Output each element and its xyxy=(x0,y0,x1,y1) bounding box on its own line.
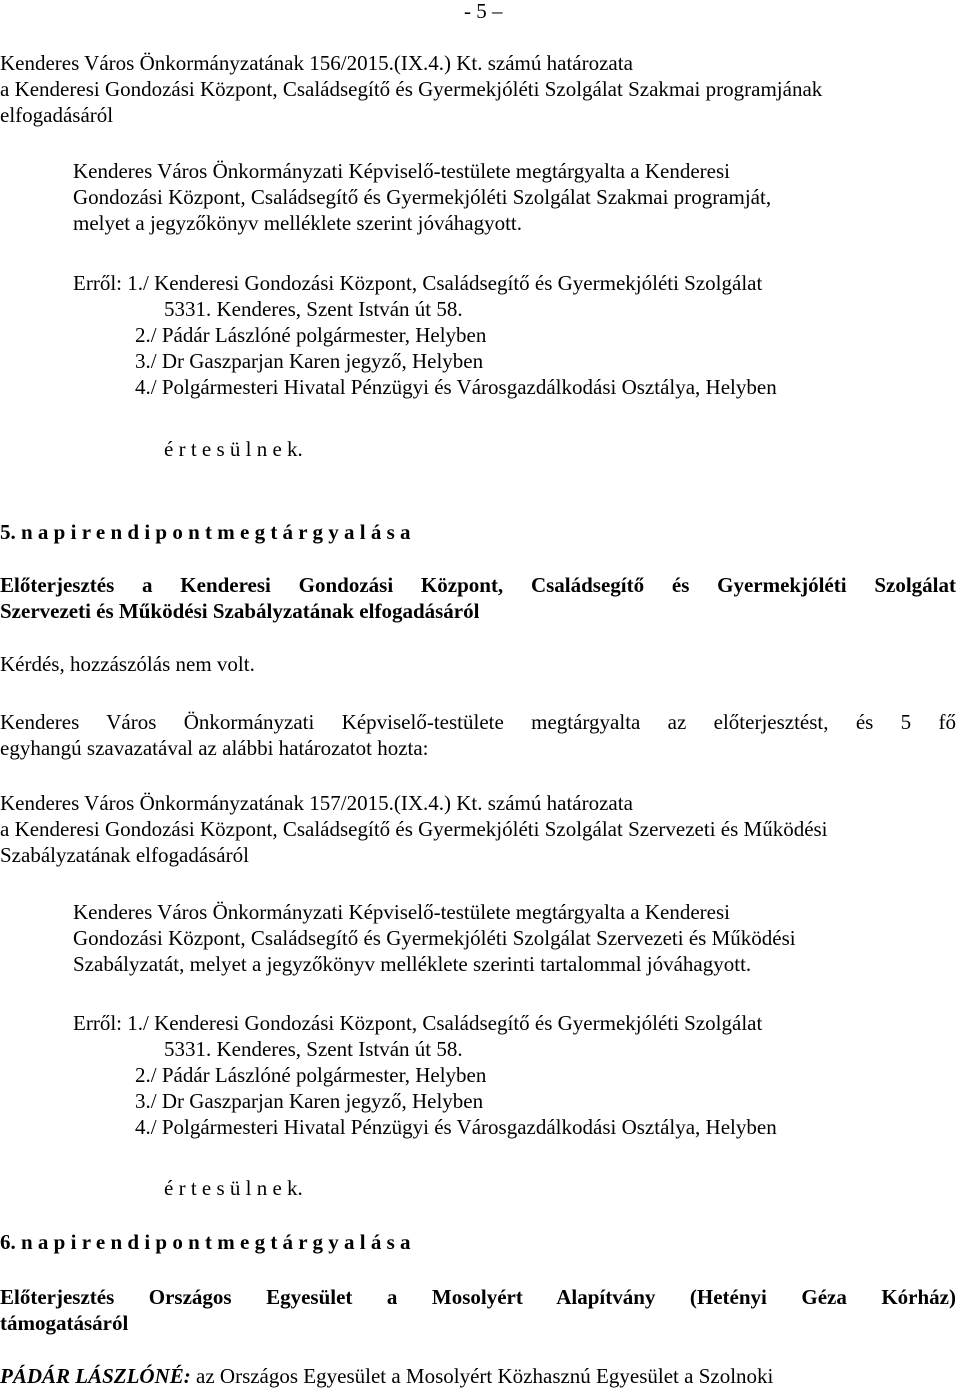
notify-line: 4./ Polgármesteri Hivatal Pénzügyi és Városgazdálkodási Osztálya, Helyben xyxy=(135,375,777,399)
speaker-paragraph xyxy=(0,1363,773,1389)
agenda-5-heading xyxy=(0,519,411,545)
page-number: - 5 – xyxy=(464,0,503,23)
vote-line: egyhangú szavazatával az alábbi határozatot hozta: xyxy=(0,736,429,760)
notify-line: 4./ Polgármesteri Hivatal Pénzügyi és Városgazdálkodási Osztálya, Helyben xyxy=(135,1115,777,1139)
agenda-number: 6. xyxy=(0,1230,16,1254)
agenda-heading-text: n a p i r e n d i p o n t m e g t á r g y a l á s a xyxy=(21,520,411,544)
resolution-156-header xyxy=(0,50,822,128)
resolution-subject-cont: Szabályzatának elfogadásáról xyxy=(0,843,249,867)
notify-line: 2./ Pádár Lászlóné polgármester, Helyben xyxy=(135,1063,487,1087)
notify-line: 5331. Kenderes, Szent István út 58. xyxy=(164,1037,463,1061)
resolution-title: Kenderes Város Önkormányzatának 157/2015.(IX.4.) Kt. számú határozata xyxy=(0,791,633,815)
resolution-body-line: Kenderes Város Önkormányzati Képviselő-testülete megtárgyalta a Kenderesi xyxy=(73,159,730,183)
proposal-title-cont: támogatásáról xyxy=(0,1311,129,1335)
notify-line: Erről: 1./ Kenderesi Gondozási Központ, Családsegítő és Gyermekjóléti Szolgálat xyxy=(73,271,763,295)
resolution-157-header xyxy=(0,790,828,868)
agenda-6-heading xyxy=(0,1229,411,1255)
agenda-5-proposal xyxy=(0,572,956,624)
discussion-note: Kérdés, hozzászólás nem volt. xyxy=(0,652,255,676)
notify-line: 3./ Dr Gaszparjan Karen jegyző, Helyben xyxy=(135,1089,484,1113)
proposal-title: Előterjesztés Országos Egyesület a Mosolyért Alapítvány (Hetényi Géza Kórház) xyxy=(0,1285,956,1309)
vote-statement xyxy=(0,709,956,761)
proposal-title: Előterjesztés a Kenderesi Gondozási Központ, Családsegítő és Gyermekjóléti Szolgálat xyxy=(0,573,956,597)
speaker-name: PÁDÁR LÁSZLÓNÉ: xyxy=(0,1364,191,1388)
resolution-body-line: Gondozási Központ, Családsegítő és Gyermekjóléti Szolgálat Szakmai programját, xyxy=(73,185,772,209)
vote-line: Kenderes Város Önkormányzati Képviselő-testülete megtárgyalta az előterjesztést, és 5 fő xyxy=(0,710,956,734)
resolution-body-line: Gondozási Központ, Családsegítő és Gyermekjóléti Szolgálat Szervezeti és Működési xyxy=(73,926,796,950)
agenda-number: 5. xyxy=(0,520,16,544)
notify-line: 5331. Kenderes, Szent István út 58. xyxy=(164,297,463,321)
speech-text: az Országos Egyesület a Mosolyért Közhasznú Egyesület a Szolnoki xyxy=(196,1364,774,1388)
agenda-heading-text: n a p i r e n d i p o n t m e g t á r g y a l á s a xyxy=(21,1230,411,1254)
notify-line: 3./ Dr Gaszparjan Karen jegyző, Helyben xyxy=(135,349,484,373)
resolution-subject: a Kenderesi Gondozási Központ, Családsegítő és Gyermekjóléti Szolgálat Szervezeti és Működési xyxy=(0,817,828,841)
resolution-subject: a Kenderesi Gondozási Központ, Családsegítő és Gyermekjóléti Szolgálat Szakmai programjának xyxy=(0,77,823,101)
resolution-157-body xyxy=(0,899,796,977)
notify-line: 2./ Pádár Lászlóné polgármester, Helyben xyxy=(135,323,487,347)
resolution-156-notify-list xyxy=(0,270,777,400)
resolution-body-line: Kenderes Város Önkormányzati Képviselő-testülete megtárgyalta a Kenderesi xyxy=(73,900,730,924)
resolution-157-notify-list xyxy=(0,1010,777,1140)
proposal-title-cont: Szervezeti és Működési Szabályzatának elfogadásáról xyxy=(0,599,480,623)
resolution-subject-cont: elfogadásáról xyxy=(0,103,114,127)
notify-footer: é r t e s ü l n e k. xyxy=(164,1176,303,1200)
notify-footer: é r t e s ü l n e k. xyxy=(164,437,303,461)
resolution-title: Kenderes Város Önkormányzatának 156/2015.(IX.4.) Kt. számú határozata xyxy=(0,51,633,75)
resolution-body-line: Szabályzatát, melyet a jegyzőkönyv melléklete szerinti tartalommal jóváhagyott. xyxy=(73,952,752,976)
agenda-6-proposal xyxy=(0,1284,956,1336)
notify-line: Erről: 1./ Kenderesi Gondozási Központ, Családsegítő és Gyermekjóléti Szolgálat xyxy=(73,1011,763,1035)
resolution-body-line: melyet a jegyzőkönyv melléklete szerint jóváhagyott. xyxy=(73,211,523,235)
resolution-156-body xyxy=(0,158,771,236)
